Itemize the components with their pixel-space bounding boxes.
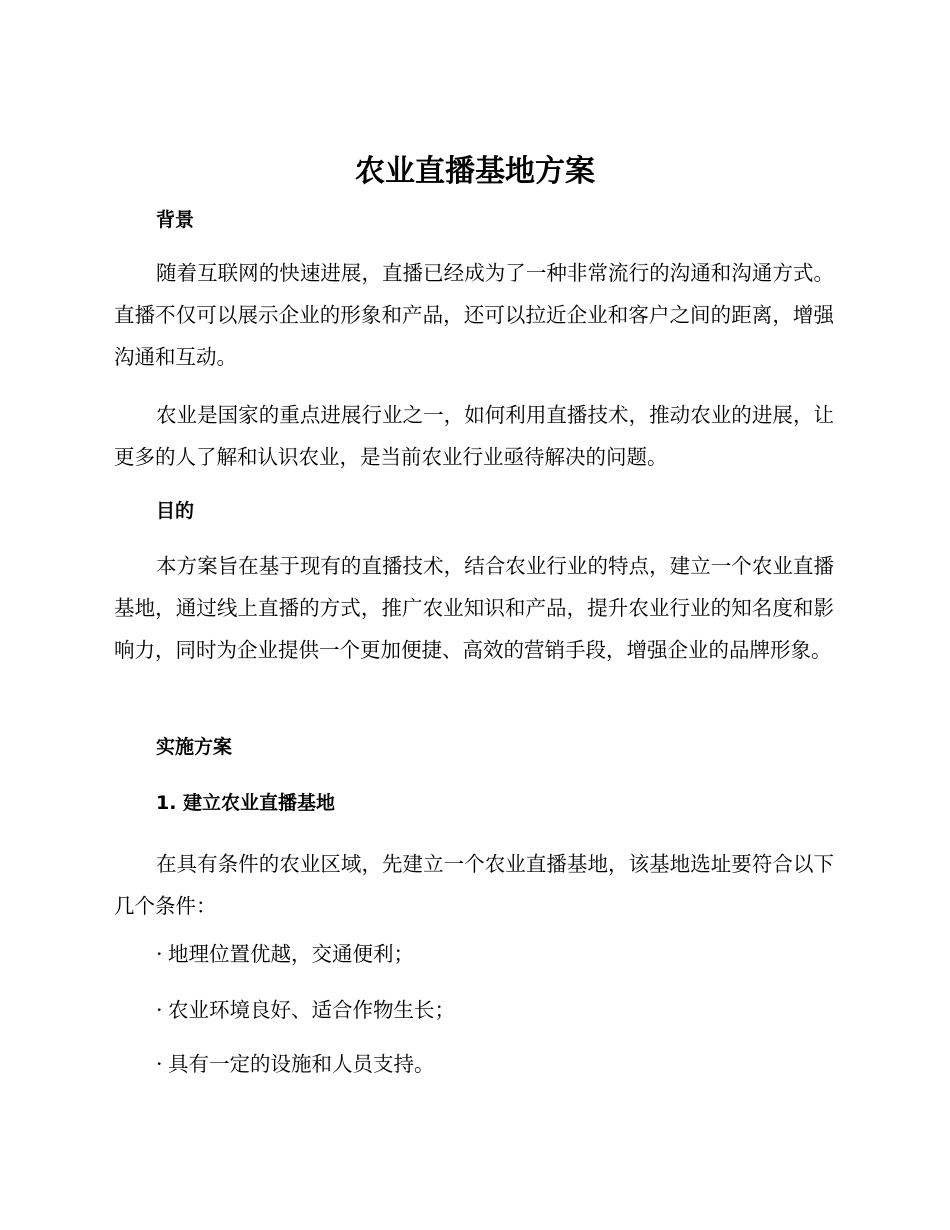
purpose-paragraph: 本方案旨在基于现有的直播技术，结合农业行业的特点，建立一个农业直播基地，通过线上直播的方式，推广农业知识和产品，提升农业行业的知名度和影响力，同时为企业提供一个更加便捷、高效的营销手段，增强企业的品牌形象。 <box>114 554 834 662</box>
section-heading-implementation: 实施方案 <box>156 736 233 758</box>
document-title: 农业直播基地方案 <box>355 154 595 189</box>
section-heading-purpose: 目的 <box>156 500 195 522</box>
bullet-text: 农业环境良好、适合作物生长； <box>168 998 455 1022</box>
bullet-item <box>156 994 455 1026</box>
subheading-build-base: 1. 建立农业直播基地 <box>156 792 336 814</box>
background-paragraph-2: 农业是国家的重点进展行业之一，如何利用直播技术，推动农业的进展，让更多的人了解和认识农业，是当前农业行业亟待解决的问题。 <box>114 403 834 469</box>
bullet-marker: · <box>156 1052 163 1076</box>
bullet-item <box>156 938 414 970</box>
implementation-paragraph: 在具有条件的农业区域，先建立一个农业直播基地，该基地选址要符合以下几个条件： <box>114 852 834 918</box>
bullet-marker: · <box>156 998 163 1022</box>
background-paragraph-1: 随着互联网的快速进展，直播已经成为了一种非常流行的沟通和沟通方式。直播不仅可以展示企业的形象和产品，还可以拉近企业和客户之间的距离，增强沟通和互动。 <box>114 261 834 369</box>
section-heading-background: 背景 <box>156 209 195 231</box>
bullet-item <box>156 1048 435 1080</box>
bullet-text: 地理位置优越，交通便利； <box>168 942 414 966</box>
bullet-text: 具有一定的设施和人员支持。 <box>168 1052 435 1076</box>
bullet-marker: · <box>156 942 163 966</box>
